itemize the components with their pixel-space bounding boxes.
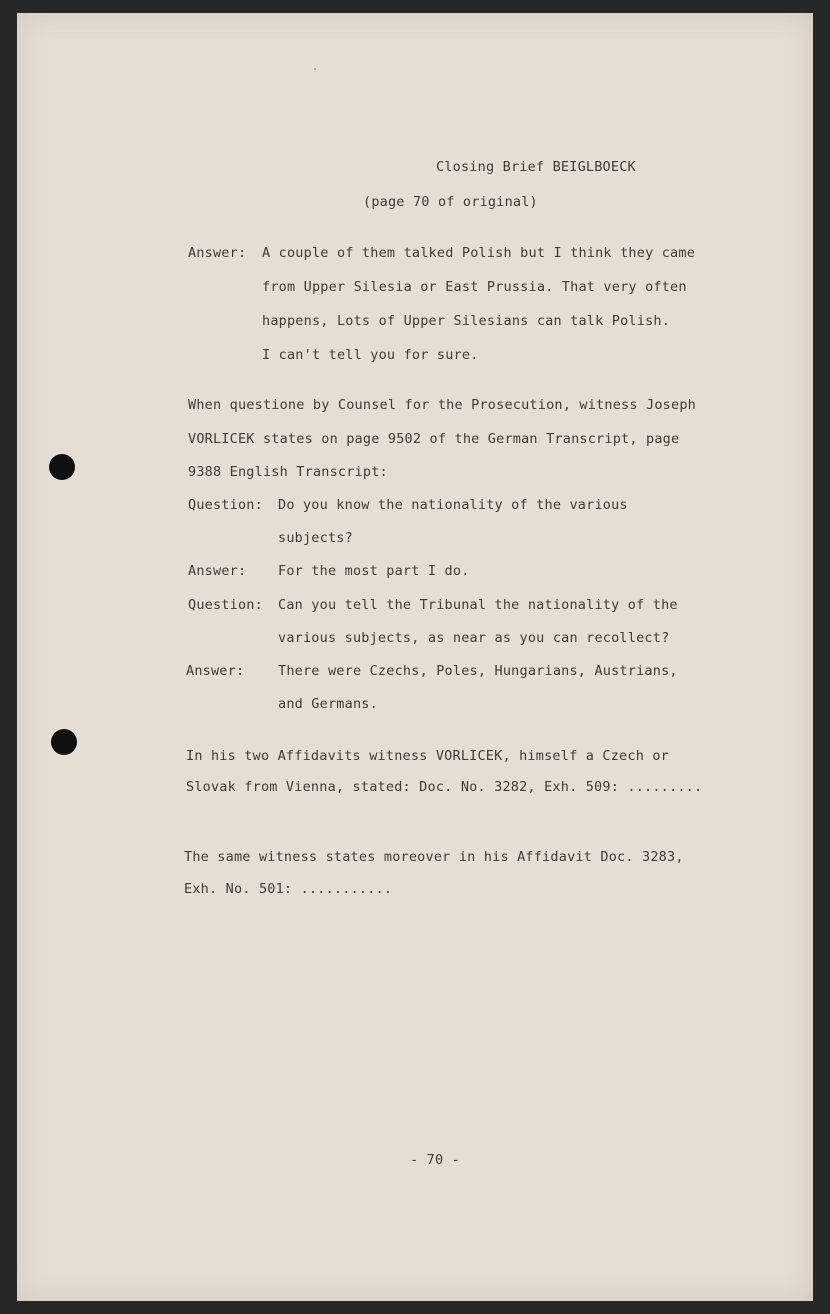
answer-label: Answer: [188, 563, 247, 579]
paragraph-line: Slovak from Vienna, stated: Doc. No. 3282, Exh. 509: ......... [186, 779, 703, 795]
paragraph-line: The same witness states moreover in his Affidavit Doc. 3283, [184, 849, 684, 865]
paragraph-line: Exh. No. 501: ........... [184, 881, 393, 897]
paragraph-line: VORLICEK states on page 9502 of the German Transcript, page [188, 431, 680, 447]
answer-label: Answer: [188, 245, 247, 261]
punch-hole-top [49, 454, 75, 480]
answer-line: I can't tell you for sure. [262, 347, 479, 363]
paragraph-line: When questione by Counsel for the Prosecution, witness Joseph [188, 397, 696, 413]
answer-label: Answer: [186, 663, 245, 679]
answer-line: For the most part I do. [278, 563, 470, 579]
document-page [17, 13, 813, 1301]
answer-line: and Germans. [278, 696, 378, 712]
punch-hole-bottom [51, 729, 77, 755]
answer-line: happens, Lots of Upper Silesians can talk Polish. [262, 313, 671, 329]
answer-line: A couple of them talked Polish but I think they came [262, 245, 696, 261]
question-line: Can you tell the Tribunal the nationality of the [278, 597, 678, 613]
question-label: Question: [188, 497, 263, 513]
document-title: Closing Brief BEIGLBOECK [436, 159, 636, 175]
document-subtitle: (page 70 of original) [363, 194, 538, 210]
answer-line: There were Czechs, Poles, Hungarians, Austrians, [278, 663, 678, 679]
question-line: various subjects, as near as you can recollect? [278, 630, 670, 646]
paragraph-line: In his two Affidavits witness VORLICEK, himself a Czech or [186, 748, 670, 764]
question-line: subjects? [278, 530, 353, 546]
question-line: Do you know the nationality of the various [278, 497, 628, 513]
question-label: Question: [188, 597, 263, 613]
answer-line: from Upper Silesia or East Prussia. That very often [262, 279, 687, 295]
paper-speck [314, 68, 316, 70]
page-number: - 70 - [410, 1152, 460, 1168]
paragraph-line: 9388 English Transcript: [188, 464, 388, 480]
